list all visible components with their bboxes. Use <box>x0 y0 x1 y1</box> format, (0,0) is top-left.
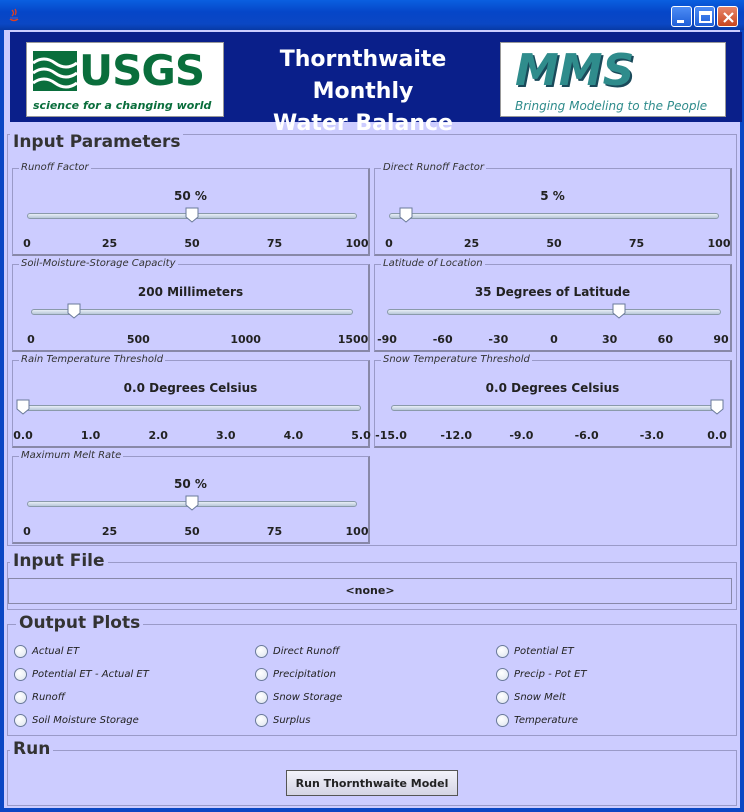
app-title-line2: Water Balance <box>273 111 453 136</box>
slider-tick-label: 50 <box>546 237 562 250</box>
slider-tick-labels <box>23 237 369 251</box>
slider-tick-label: 50 <box>184 237 200 250</box>
app-title <box>228 44 498 140</box>
output-plot-label: Actual ET <box>32 646 80 657</box>
java-app-icon[interactable] <box>6 7 22 23</box>
radio-button-icon[interactable] <box>255 714 268 727</box>
slider-tick-label: 0 <box>27 333 35 346</box>
slider-tick-label: 0 <box>385 237 393 250</box>
slider-value-readout: 200 Millimeters <box>137 285 244 299</box>
output-plot-label: Precipitation <box>273 669 336 680</box>
slider-tick-label: 500 <box>126 333 150 346</box>
input-parameters-title: Input Parameters <box>10 132 183 152</box>
slider-tick-label: -15.0 <box>375 429 407 442</box>
usgs-logo-text: USGS <box>79 46 205 95</box>
radio-button-icon[interactable] <box>255 645 268 658</box>
slider-label: Runoff Factor <box>21 162 89 173</box>
slider-tick-label: -12.0 <box>440 429 473 442</box>
run-model-button[interactable]: Run Thornthwaite Model <box>286 770 458 796</box>
slider-tick-label: 0.0 <box>707 429 727 442</box>
radio-button-icon[interactable] <box>14 645 27 658</box>
slider-track[interactable] <box>391 405 717 411</box>
app-title-line1: Thornthwaite Monthly <box>279 47 447 104</box>
radio-button-icon[interactable] <box>496 668 509 681</box>
slider-tick-labels <box>385 237 731 251</box>
slider-tick-label: 25 <box>101 525 118 538</box>
output-plot-label: Temperature <box>514 715 579 726</box>
slider-label: Soil-Moisture-Storage Capacity <box>21 258 176 269</box>
slider-tick-label: 75 <box>266 237 283 250</box>
slider-track[interactable] <box>389 213 719 219</box>
slider-tick-labels <box>375 429 727 443</box>
slider-tick-labels <box>27 333 369 347</box>
mms-tagline: Bringing Modeling to the People <box>515 99 708 113</box>
slider-tick-label: 100 <box>345 525 369 538</box>
slider-panel-5 <box>374 354 732 448</box>
mms-logo-text: MMS <box>515 45 635 96</box>
radio-button-icon[interactable] <box>14 714 27 727</box>
slider-tick-label: -30 <box>488 333 509 346</box>
input-file-selector[interactable]: <none> <box>8 578 732 604</box>
slider-tick-label: -9.0 <box>509 429 534 442</box>
output-plot-label: Soil Moisture Storage <box>32 715 139 726</box>
slider-tick-label: 0 <box>550 333 558 346</box>
slider-tick-label: 0.0 <box>13 429 33 442</box>
radio-button-icon[interactable] <box>14 668 27 681</box>
maximize-button[interactable] <box>694 6 715 27</box>
slider-tick-label: 2.0 <box>148 429 168 442</box>
mms-logo <box>500 42 726 117</box>
radio-button-icon[interactable] <box>255 691 268 704</box>
slider-tick-label: -90 <box>377 333 397 346</box>
slider-tick-label: 4.0 <box>283 429 304 442</box>
radio-button-icon[interactable] <box>496 714 509 727</box>
slider-tick-label: 25 <box>101 237 118 250</box>
slider-tick-label: 75 <box>266 525 283 538</box>
output-plot-label: Direct Runoff <box>273 646 340 657</box>
slider-tick-labels <box>13 429 371 443</box>
run-title: Run <box>10 739 53 759</box>
output-plot-label: Snow Melt <box>514 692 566 703</box>
window-titlebar[interactable] <box>0 0 744 30</box>
radio-button-icon[interactable] <box>496 645 509 658</box>
slider-tick-label: 0 <box>23 237 31 250</box>
app-client-area <box>4 30 740 808</box>
slider-tick-label: 5.0 <box>351 429 371 442</box>
slider-tick-label: -3.0 <box>639 429 664 442</box>
close-button[interactable] <box>717 6 738 27</box>
radio-button-icon[interactable] <box>255 668 268 681</box>
slider-tick-labels <box>23 525 369 539</box>
slider-thumb-icon[interactable] <box>185 495 199 511</box>
slider-label: Direct Runoff Factor <box>383 162 485 173</box>
slider-panel-0 <box>12 162 370 256</box>
header-banner <box>10 32 742 136</box>
usgs-tagline: science for a changing world <box>33 99 212 112</box>
minimize-button[interactable] <box>671 6 692 27</box>
slider-tick-label: 1000 <box>230 333 261 346</box>
close-icon <box>718 7 739 28</box>
slider-tick-label: 1500 <box>337 333 369 346</box>
slider-tick-label: 25 <box>463 237 480 250</box>
slider-panel-1 <box>374 162 732 256</box>
output-plot-label: Precip - Pot ET <box>514 669 587 680</box>
slider-panel-3 <box>374 258 732 352</box>
slider-label: Rain Temperature Threshold <box>21 354 164 365</box>
slider-tick-label: 60 <box>657 333 673 346</box>
slider-tick-label: 1.0 <box>80 429 101 442</box>
slider-tick-label: 30 <box>602 333 618 346</box>
slider-panel-4 <box>12 354 371 448</box>
slider-value-readout: 35 Degrees of Latitude <box>474 285 631 299</box>
slider-tick-label: 100 <box>707 237 731 250</box>
slider-tick-label: 0 <box>23 525 31 538</box>
slider-tick-labels <box>377 333 729 347</box>
slider-label: Latitude of Location <box>383 258 483 269</box>
output-plot-label: Runoff <box>32 692 65 703</box>
slider-panel-2 <box>12 258 370 352</box>
slider-track[interactable] <box>23 405 361 411</box>
minimize-icon <box>672 7 693 28</box>
slider-thumb-icon[interactable] <box>612 303 626 319</box>
slider-tick-label: 75 <box>628 237 645 250</box>
slider-value-readout: 5 % <box>540 189 565 203</box>
radio-button-icon[interactable] <box>496 691 509 704</box>
slider-value-readout: 0.0 Degrees Celsius <box>485 381 620 395</box>
input-file-title: Input File <box>10 551 108 571</box>
slider-panel-6 <box>12 450 370 544</box>
slider-tick-label: 100 <box>345 237 369 250</box>
slider-value-readout: 50 % <box>174 477 207 491</box>
slider-track[interactable] <box>387 309 721 315</box>
maximize-icon <box>695 7 716 28</box>
slider-tick-label: -6.0 <box>574 429 599 442</box>
radio-button-icon[interactable] <box>14 691 27 704</box>
slider-label: Snow Temperature Threshold <box>383 354 530 365</box>
slider-thumb-icon[interactable] <box>710 399 724 415</box>
slider-thumb-icon[interactable] <box>399 207 413 223</box>
slider-tick-label: 3.0 <box>216 429 236 442</box>
output-plot-label: Surplus <box>273 715 311 726</box>
output-plot-label: Snow Storage <box>273 692 343 703</box>
output-plot-label: Potential ET <box>514 646 574 657</box>
slider-thumb-icon[interactable] <box>16 399 30 415</box>
slider-thumb-icon[interactable] <box>185 207 199 223</box>
slider-value-readout: 0.0 Degrees Celsius <box>123 381 258 395</box>
usgs-logo <box>26 42 224 117</box>
output-plots-title: Output Plots <box>16 613 143 633</box>
usgs-wave-icon <box>33 51 77 91</box>
slider-thumb-icon[interactable] <box>67 303 81 319</box>
output-plot-label: Potential ET - Actual ET <box>32 669 149 680</box>
slider-label: Maximum Melt Rate <box>21 450 122 461</box>
slider-tick-label: -60 <box>432 333 453 346</box>
slider-tick-label: 90 <box>713 333 729 346</box>
slider-tick-label: 50 <box>184 525 200 538</box>
slider-value-readout: 50 % <box>174 189 207 203</box>
